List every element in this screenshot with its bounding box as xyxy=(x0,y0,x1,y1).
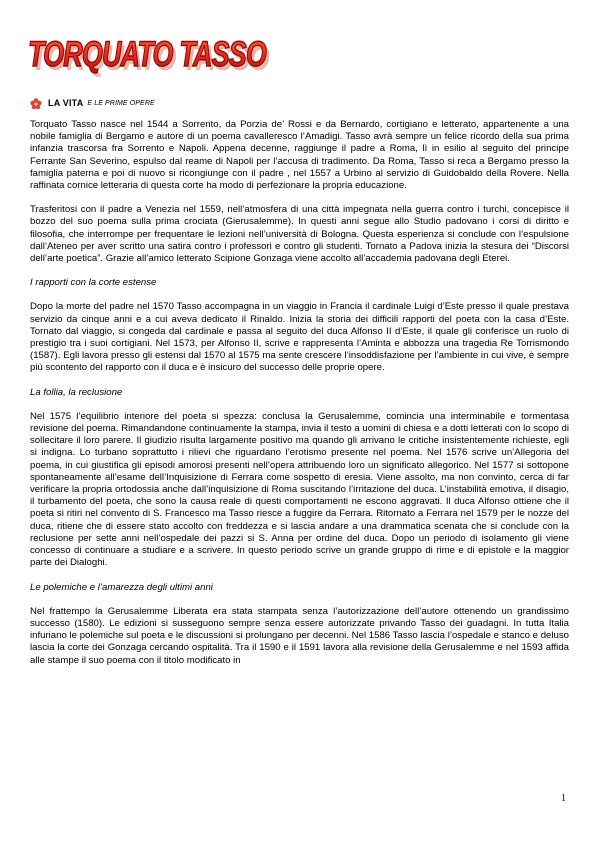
flower-bullet-icon xyxy=(30,97,42,109)
paragraph-infancy: Torquato Tasso nasce nel 1544 a Sorrento, da Porzia de’ Rossi e da Bernardo, cortigiano e letterato, appartenente a una nobile famiglia di Bergamo e autore di un poema cavalleresco l’Amadigi. Tasso avrà sempre un felice ricordo della sua prima infanzia trascorsa fra Sorrento e Napoli. Appena decenne, raggiunge il padre a Roma, lì in esilio al seguito del principe Ferrante San Severino, espulso dal reame di Napoli per l’accusa di tradimento. Da Roma, Tasso si reca a Bergamo presso la famiglia paterna e poi di nuovo si ricongiunge con il padre , nel 1557 a Urbino al servizio di Guidobaldo della Rovere. Nella raffinata cornice letteraria di questa corte ha modo di perfezionare la propria educazione. xyxy=(30,119,569,192)
title-logo xyxy=(26,26,276,78)
paragraph-madness: Nel 1575 l’equilibrio interiore del poeta si spezza: conclusa la Gerusalemme, comincia una interminabile e tormentasa revisione del poema. Rimandandone continuamente la stampa, invia il testo a uomini di chiesa e a dotti letterati con lo scopo di sollecitare il loro parere. Il giudizio risulta largamente positivo ma quando gli arrivano le critiche insistentemente richieste, egli si indigna. Lo turbano soprattutto i rilievi che riguardano l’erotismo presente nel poema. Nel 1576 scrive un’Allegoria del poema, in cui giustifica gli episodi amorosi presenti nell’opera attribuendo loro un significato allegorico. Nel 1577 si sottopone spontaneamente all’esame dell’Inquisizione di Ferrara come sospetto di eresia. Viene assolto, ma non convinto, cerca di far verificare la propria ortodossia anche dall’inquisizione di Roma suscitando l’irritazione del duca. L’instabilità emotiva, il disagio, il turbamento del poeta, che sono la causa reale di questi comportamenti ne escono aggravati. Il duca Alfonso ottiene che il poeta si ritiri nel convento di S. Francesco ma Tasso riesce a fuggire da Ferrara. Ritornato a Ferrara nel 1579 per le nozze del duca, ritiene che di essere stato accolto con freddezza e si lascia andare a una drammatica scenata che si conclude con la reclusione per sette anni nell’ospedale dei pazzi si S. Anna per ordine del duca. Dopo un periodo di isolamento gli viene concesso di continuare a studiare e a scrivere. In questo periodo scrive un grande gruppo di rime e di epistole e la maggior parte dei Dialoghi. xyxy=(30,410,569,569)
subheading-last-years: Le polemiche e l’amarezza degli ultimi anni xyxy=(30,581,213,593)
section-title: LA VITA xyxy=(48,98,84,108)
page-title: TORQUATO TASSO xyxy=(28,35,267,74)
paragraph-court: Dopo la morte del padre nel 1570 Tasso accompagna in un viaggio in Francia il cardinale Luigi d’Este presso il quale prestava servizio da cinque anni e a cui aveva dedicato il Rinaldo. Inizia la storia dei difficili rapporti del poeta con la casa d’Este. Tornato dal viaggio, si congeda dal cardinale e passa al seguito del duca Alfonso II d’Este, il quale gli conferisce un ruolo di prestigio tra i suoi cortigiani. Nel 1573, per Alfonso II, scrive e rappresenta l’Aminta e abbozza una tragedia Re Torrismondo (1587). Egli lavora presso gli estensi dal 1570 al 1575 ma sente crescere l’insoddisfazione per l’ambiente in cui vive, è sempre più scontento del rapporto con il duca e è insicuro del successo delle proprie opere. xyxy=(30,301,569,374)
section-heading xyxy=(30,96,155,110)
paragraph-studies: Trasferitosi con il padre a Venezia nel 1559, nell’atmosfera di una città impegnata nella guerra contro i turchi, concepisce il bozzo del suo poema sulla prima crociata (Gierusalemme). In questi anni segue allo Studio padovano i corsi di diritto e filosofia, che interrompe per frequentare le lezioni nell’università di Bologna. Questa esperienza si conclude con l’espulsione dall’Ateneo per aver scritto una satira contro i professori e contro gli studenti. Tornato a Padova inizia la stesura dei “Discorsi dell’arte poetica”. Grazie all’amico letterato Scipione Gonzaga viene accolto all’accademia padovana degli Eterei. xyxy=(30,204,569,265)
title-wordart xyxy=(26,26,276,78)
section-subtitle: E LE PRIME OPERE xyxy=(87,99,155,107)
subheading-madness: La follia, la reclusione xyxy=(30,386,123,398)
page-number: 1 xyxy=(561,793,566,804)
subheading-court: I rapporti con la corte estense xyxy=(30,277,157,289)
title-shadow: TORQUATO TASSO xyxy=(31,39,270,78)
paragraph-last-years: Nel frattempo la Gerusalemme Liberata era stata stampata senza l’autorizzazione dell’autore ottenendo un grandissimo successo (1580). Le edizioni si susseguono sempre senza essere autorizzate privando Tasso dei guadagni. In tutta Italia infuriano le polemiche sul poeta e le discussioni si prolungano per decenni. Nel 1586 Tasso lascia l’ospedale e stanco e deluso lascia la corte dei Gonzaga cercando ospitalità. Tra il 1590 e il 1591 lavora alla revisione della Gerusalemme e nel 1593 affida alle stampe il suo poema con il titolo modificato in xyxy=(30,605,569,666)
body-text xyxy=(30,119,569,679)
